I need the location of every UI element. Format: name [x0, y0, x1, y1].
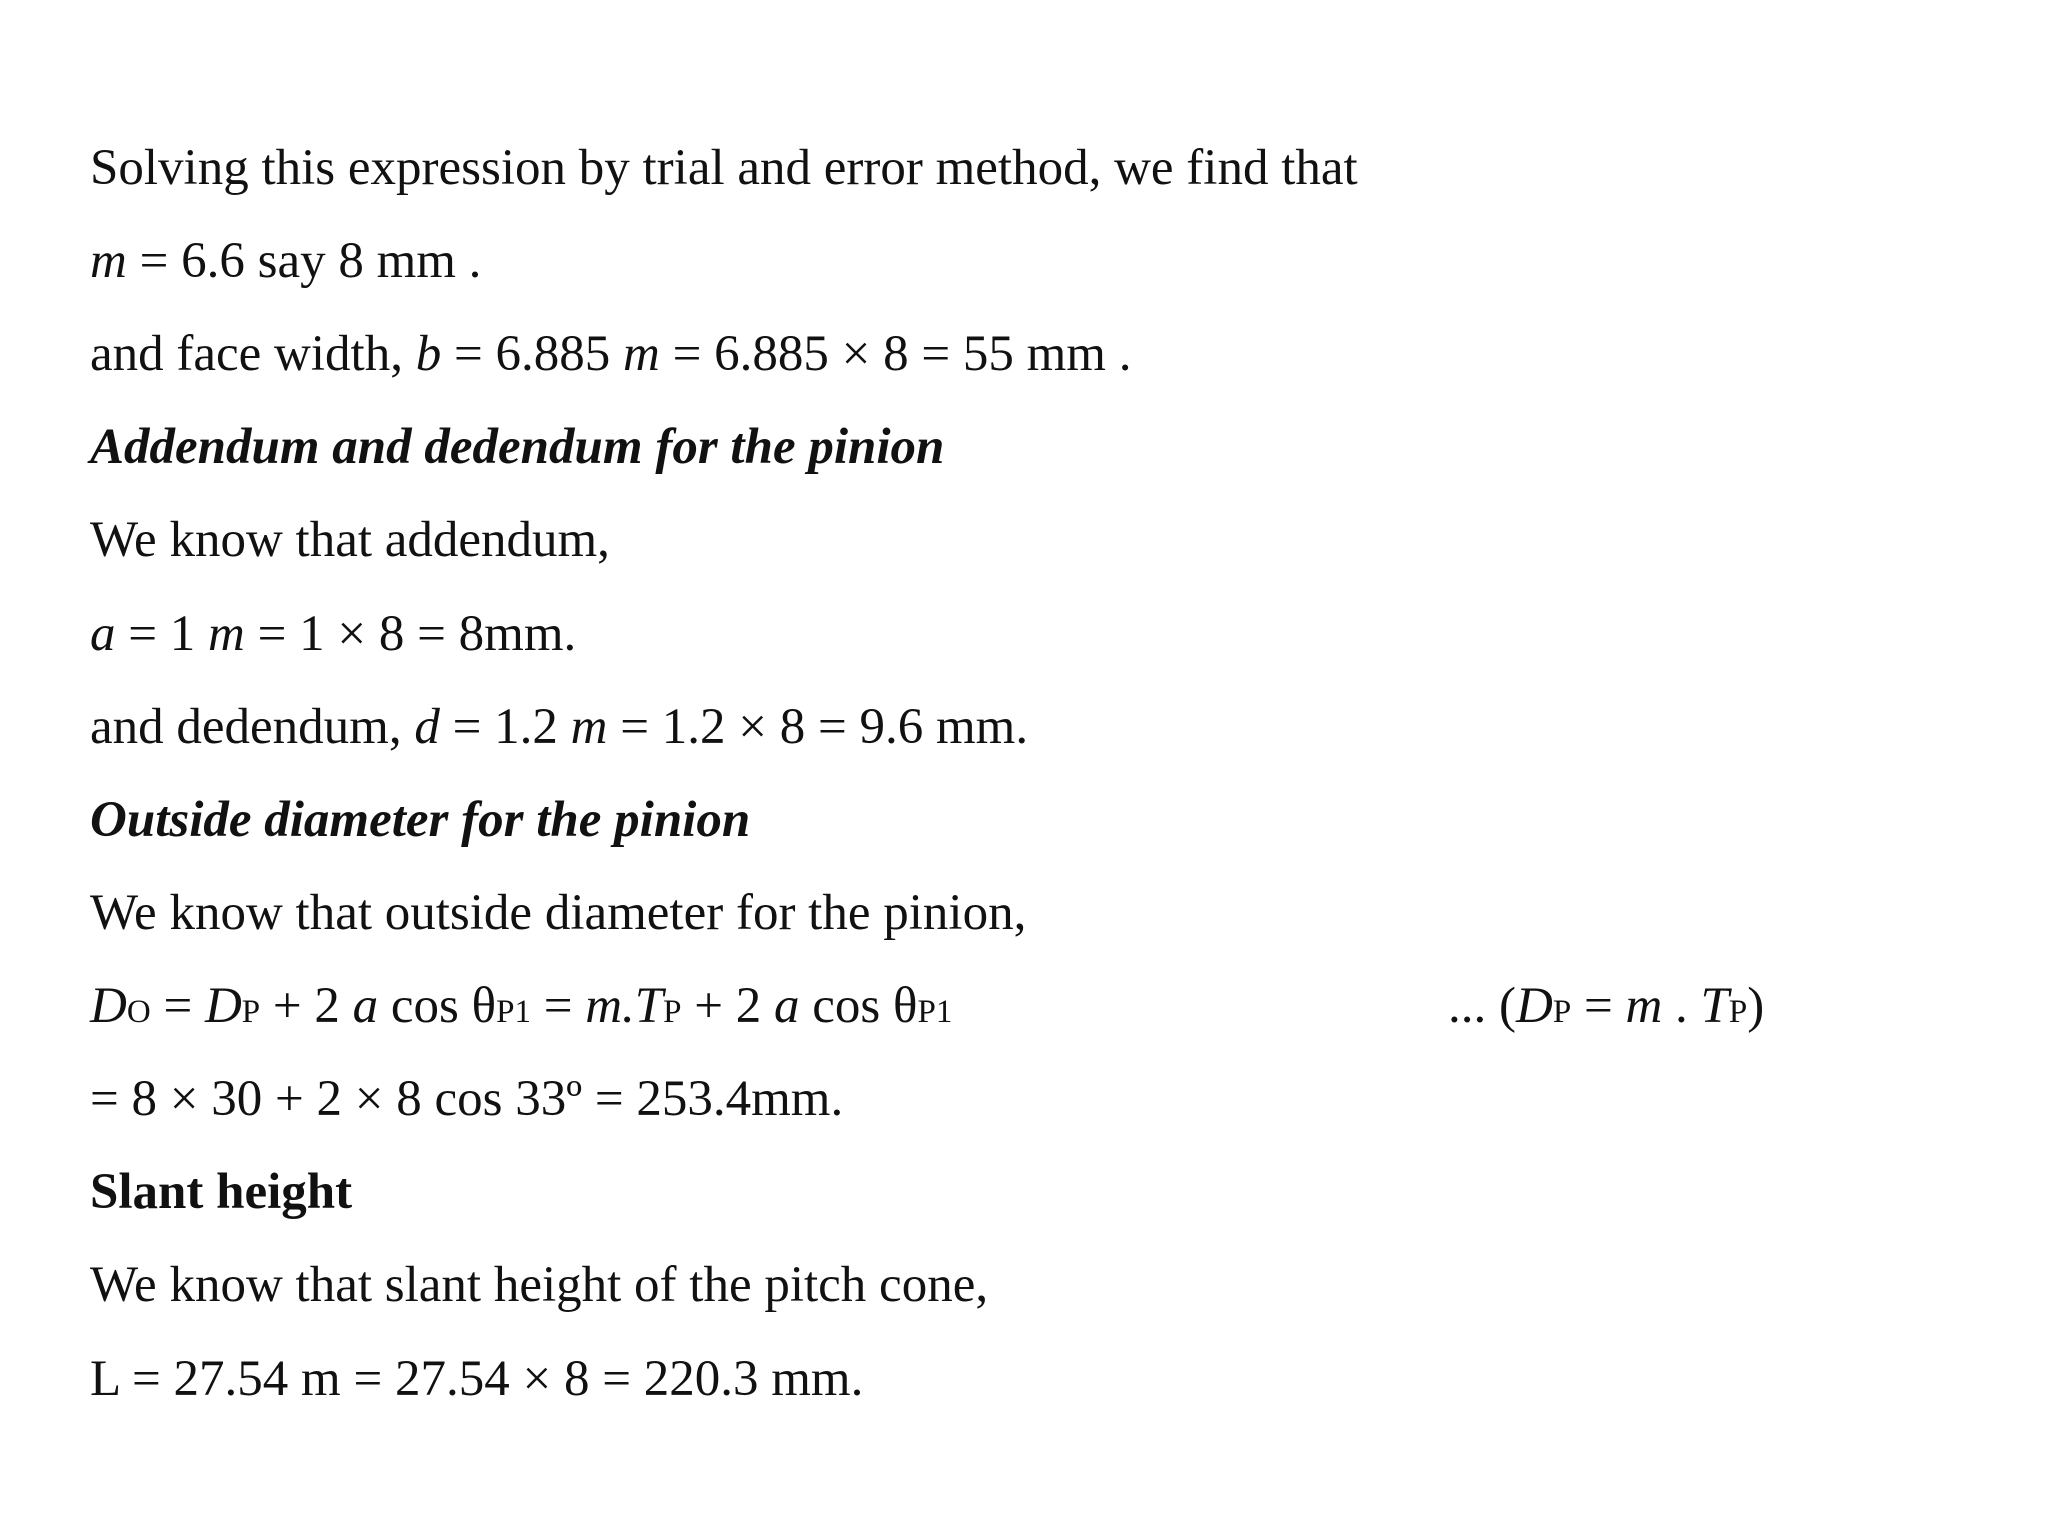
var-a: a — [352, 978, 379, 1034]
var-D: D — [1515, 978, 1553, 1034]
eq-text: = — [530, 978, 586, 1034]
equation-note — [1448, 978, 1765, 1034]
heading-slant-height: Slant height — [90, 1164, 353, 1220]
var-d: d — [414, 699, 440, 755]
subscript: P1 — [917, 994, 953, 1030]
eq-text: = — [150, 978, 205, 1034]
equation-slant-height: L = 27.54 m = 27.54 × 8 = 220.3 mm. — [90, 1351, 864, 1407]
var-m: m — [90, 233, 127, 289]
text-line-slant-height: We know that slant height of the pitch cone, — [90, 1257, 989, 1313]
var-b: b — [415, 326, 442, 382]
addendum-mid: = 1 — [115, 606, 209, 662]
var-mT: m.T — [585, 978, 664, 1034]
eq-text: + 2 — [260, 978, 353, 1034]
var-a: a — [774, 978, 800, 1034]
addendum-rest: = 1 × 8 = 8mm. — [244, 606, 577, 662]
face-width-mid: = 6.885 — [441, 326, 623, 382]
subscript: P1 — [496, 994, 531, 1030]
equation-module-rest: = 6.6 say 8 mm . — [126, 233, 482, 289]
var-D: D — [204, 978, 242, 1034]
equation-module — [90, 233, 482, 289]
var-T: T — [1700, 978, 1729, 1034]
subscript: P — [1552, 994, 1572, 1030]
subscript: O — [126, 994, 151, 1030]
equation-face-width — [90, 326, 1132, 382]
text-line-outside-diameter: We know that outside diameter for the pinion, — [90, 885, 1027, 941]
subscript: P — [663, 994, 682, 1030]
var-m: m — [622, 326, 660, 382]
var-m: m — [208, 606, 245, 662]
note-text: = — [1571, 978, 1626, 1034]
eq-text: cos θ — [799, 978, 918, 1034]
equation-outside-diameter-value: = 8 × 30 + 2 × 8 cos 33º = 253.4mm. — [90, 1071, 844, 1127]
var-D: D — [90, 978, 127, 1034]
note-text: ) — [1747, 978, 1765, 1034]
heading-addendum-dedendum: Addendum and dedendum for the pinion — [90, 419, 945, 475]
dedendum-label: and dedendum, — [90, 699, 415, 755]
face-width-label: and face width, — [90, 326, 416, 382]
equation-addendum — [90, 606, 577, 662]
text-line-addendum: We know that addendum, — [90, 512, 610, 568]
equation-dedendum — [90, 699, 1029, 755]
subscript: P — [241, 994, 261, 1030]
equation-outside-diameter — [90, 978, 953, 1034]
note-text: ... ( — [1448, 978, 1516, 1034]
dedendum-rest: = 1.2 × 8 = 9.6 mm. — [607, 699, 1029, 755]
dedendum-mid: = 1.2 — [439, 699, 571, 755]
text-line-solving: Solving this expression by trial and error method, we find that — [90, 140, 1358, 196]
subscript: P — [1728, 994, 1748, 1030]
eq-text: + 2 — [681, 978, 775, 1034]
var-m: m — [1625, 978, 1663, 1034]
eq-text: cos θ — [378, 978, 497, 1034]
note-text: . — [1662, 978, 1701, 1034]
var-a: a — [90, 606, 116, 662]
face-width-rest: = 6.885 × 8 = 55 mm . — [659, 326, 1132, 382]
var-m: m — [570, 699, 608, 755]
heading-outside-diameter: Outside diameter for the pinion — [90, 792, 751, 848]
